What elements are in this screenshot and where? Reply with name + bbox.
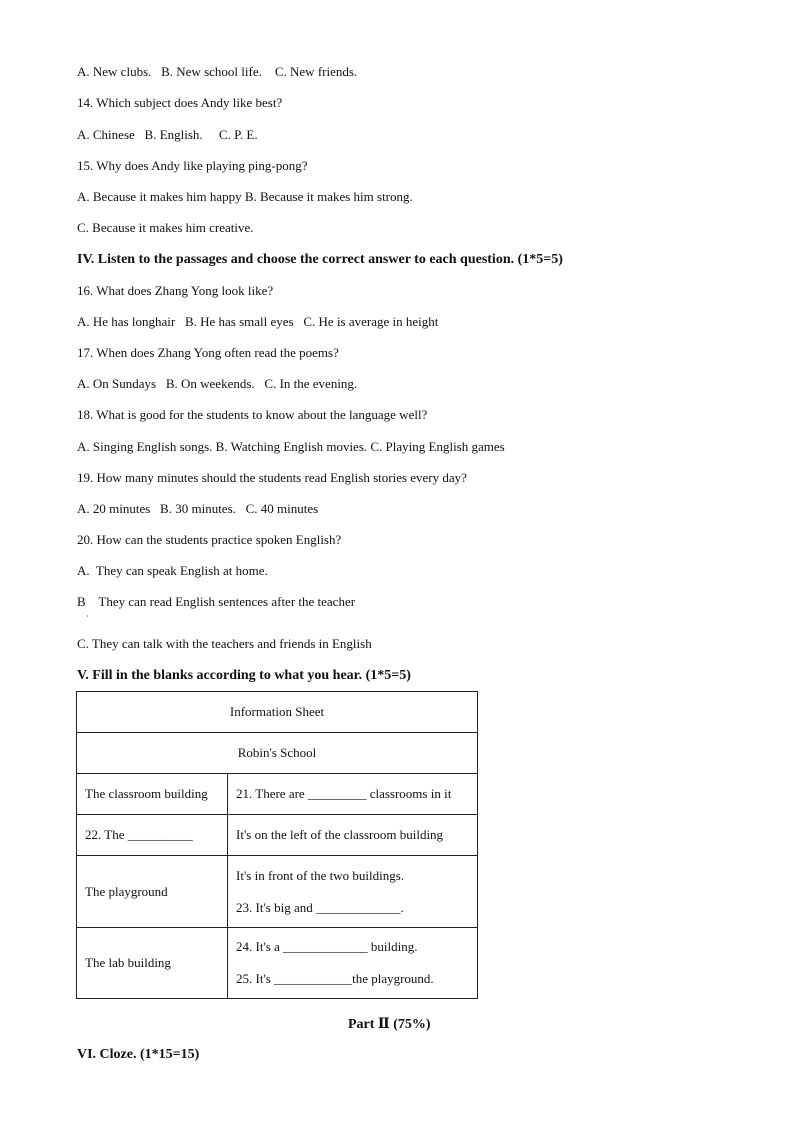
section-v-heading: V. Fill in the blanks according to what you hear. (1*5=5) xyxy=(77,668,411,683)
question-20: 20. How can the students practice spoken English? xyxy=(77,532,342,547)
option-line-13: A. New clubs. B. New school life. C. New friends. xyxy=(77,64,358,79)
option-line-18: A. Singing English songs. B. Watching English movies. C. Playing English games xyxy=(77,439,505,454)
table-row xyxy=(77,856,478,928)
row-label: 22. The __________ xyxy=(77,815,228,856)
table-title: Information Sheet xyxy=(77,692,478,733)
stray-dot: · xyxy=(86,612,89,621)
section-vi-heading: VI. Cloze. (1*15=15) xyxy=(77,1047,200,1062)
row-value: 21. There are _________ classrooms in it xyxy=(228,774,478,815)
row-label: The classroom building xyxy=(77,774,228,815)
row-value xyxy=(228,856,478,928)
row-value xyxy=(228,928,478,999)
option-20c: C. They can talk with the teachers and friends in English xyxy=(77,636,372,651)
option-line-14: A. Chinese B. English. C. P. E. xyxy=(77,127,258,142)
information-sheet-table xyxy=(76,691,478,999)
option-line-17: A. On Sundays B. On weekends. C. In the evening. xyxy=(77,376,358,391)
section-iv-heading: IV. Listen to the passages and choose the correct answer to each question. (1*5=5) xyxy=(77,252,563,267)
table-row xyxy=(77,815,478,856)
row-value-line: 25. It's ____________the playground. xyxy=(236,971,434,986)
table-row xyxy=(77,774,478,815)
option-line-15b: C. Because it makes him creative. xyxy=(77,220,254,235)
question-17: 17. When does Zhang Yong often read the poems? xyxy=(77,345,339,360)
table-subtitle: Robin's School xyxy=(77,733,478,774)
part-two-heading: Part Ⅱ (75%) xyxy=(348,1017,431,1032)
question-19: 19. How many minutes should the students read English stories every day? xyxy=(77,470,467,485)
row-label: The playground xyxy=(77,856,228,928)
question-15: 15. Why does Andy like playing ping-pong? xyxy=(77,158,308,173)
option-20b: B They can read English sentences after the teacher xyxy=(77,594,356,609)
question-16: 16. What does Zhang Yong look like? xyxy=(77,283,274,298)
row-value-line: 23. It's big and _____________. xyxy=(236,899,404,915)
option-line-16: A. He has longhair B. He has small eyes C. He is average in height xyxy=(77,314,439,329)
row-label: The lab building xyxy=(77,928,228,999)
question-18: 18. What is good for the students to know about the language well? xyxy=(77,407,428,422)
row-value-line: 24. It's a _____________ building. xyxy=(236,939,418,954)
table-row xyxy=(77,928,478,999)
option-line-19: A. 20 minutes B. 30 minutes. C. 40 minutes xyxy=(77,501,319,516)
row-value: It's on the left of the classroom building xyxy=(228,815,478,856)
option-line-15a: A. Because it makes him happy B. Because it makes him strong. xyxy=(77,189,413,204)
question-14: 14. Which subject does Andy like best? xyxy=(77,95,283,110)
row-value-line: It's in front of the two buildings. xyxy=(236,867,405,883)
option-20a: A. They can speak English at home. xyxy=(77,563,268,578)
